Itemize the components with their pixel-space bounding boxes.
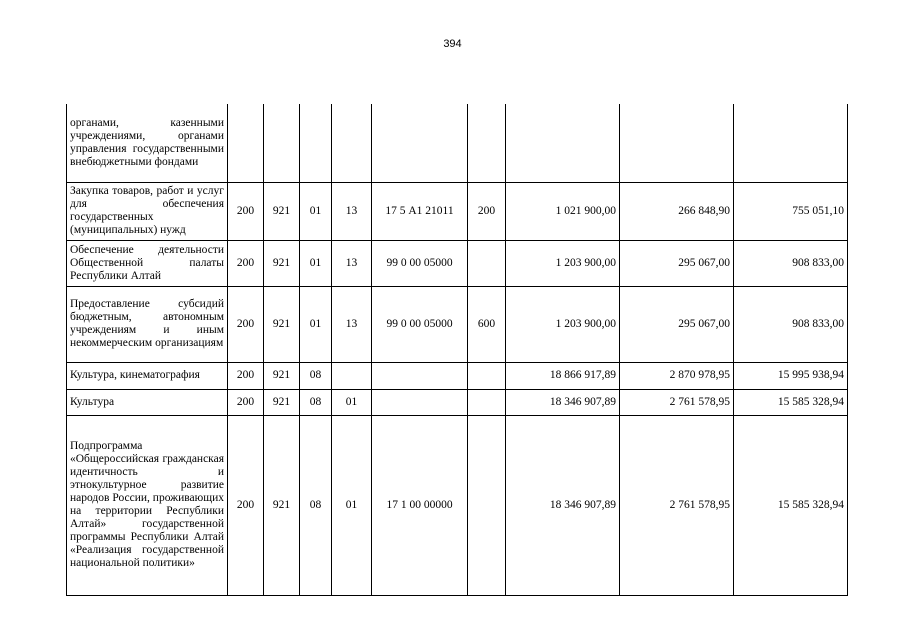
sum1-cell xyxy=(506,104,620,182)
sum1-cell: 1 203 900,00 xyxy=(506,286,620,362)
sum3-cell: 908 833,00 xyxy=(734,286,848,362)
sum2-cell: 266 848,90 xyxy=(620,182,734,240)
vr-cell: 600 xyxy=(468,286,506,362)
csr-cell: 17 5 А1 21011 xyxy=(372,182,468,240)
gr-cell: 200 xyxy=(228,286,264,362)
row-name-cell: Обеспечение деятельности Общественной палаты Республики Алтай xyxy=(67,240,228,286)
pr-cell xyxy=(332,362,372,389)
csr-cell: 99 0 00 05000 xyxy=(372,286,468,362)
rz-cell: 08 xyxy=(300,415,332,595)
sum1-cell: 1 021 900,00 xyxy=(506,182,620,240)
pr-cell: 01 xyxy=(332,415,372,595)
rz-cell: 01 xyxy=(300,240,332,286)
row-name-cell: Закупка товаров, работ и услуг для обеспечения государственных (муниципальных) нужд xyxy=(67,182,228,240)
ved-cell: 921 xyxy=(264,286,300,362)
gr-cell: 200 xyxy=(228,240,264,286)
csr-cell xyxy=(372,362,468,389)
ved-cell: 921 xyxy=(264,182,300,240)
gr-cell: 200 xyxy=(228,362,264,389)
rz-cell: 01 xyxy=(300,286,332,362)
sum1-cell: 18 866 917,89 xyxy=(506,362,620,389)
sum2-cell: 2 761 578,95 xyxy=(620,389,734,415)
vr-cell xyxy=(468,240,506,286)
rz-cell: 08 xyxy=(300,389,332,415)
table-row xyxy=(67,104,848,182)
row-name-cell: Предоставление субсидий бюджетным, автономным учреждениям и иным некоммерческим организациям xyxy=(67,286,228,362)
table-row xyxy=(67,389,848,415)
ved-cell: 921 xyxy=(264,240,300,286)
csr-cell xyxy=(372,389,468,415)
gr-cell: 200 xyxy=(228,415,264,595)
row-name-cell: органами, казенными учреждениями, органами управления государственными внебюджетными фондами xyxy=(67,104,228,182)
gr-cell xyxy=(228,104,264,182)
table-row xyxy=(67,415,848,595)
rz-cell: 01 xyxy=(300,182,332,240)
table-row xyxy=(67,182,848,240)
sum1-cell: 1 203 900,00 xyxy=(506,240,620,286)
vr-cell: 200 xyxy=(468,182,506,240)
gr-cell: 200 xyxy=(228,182,264,240)
sum2-cell: 295 067,00 xyxy=(620,286,734,362)
sum3-cell: 15 995 938,94 xyxy=(734,362,848,389)
table-row xyxy=(67,286,848,362)
page-number: 394 xyxy=(443,38,462,50)
table-row xyxy=(67,240,848,286)
sum2-cell: 2 761 578,95 xyxy=(620,415,734,595)
vr-cell xyxy=(468,104,506,182)
sum1-cell: 18 346 907,89 xyxy=(506,389,620,415)
sum2-cell: 295 067,00 xyxy=(620,240,734,286)
ved-cell xyxy=(264,104,300,182)
gr-cell: 200 xyxy=(228,389,264,415)
vr-cell xyxy=(468,362,506,389)
pr-cell: 13 xyxy=(332,240,372,286)
pr-cell: 01 xyxy=(332,389,372,415)
pr-cell: 13 xyxy=(332,286,372,362)
ved-cell: 921 xyxy=(264,415,300,595)
sum2-cell: 2 870 978,95 xyxy=(620,362,734,389)
rz-cell: 08 xyxy=(300,362,332,389)
table-row xyxy=(67,362,848,389)
sum1-cell: 18 346 907,89 xyxy=(506,415,620,595)
budget-table xyxy=(66,104,848,596)
sum3-cell: 755 051,10 xyxy=(734,182,848,240)
csr-cell xyxy=(372,104,468,182)
ved-cell: 921 xyxy=(264,389,300,415)
pr-cell xyxy=(332,104,372,182)
sum2-cell xyxy=(620,104,734,182)
ved-cell: 921 xyxy=(264,362,300,389)
row-name-cell: Культура, кинематография xyxy=(67,362,228,389)
rz-cell xyxy=(300,104,332,182)
sum3-cell: 15 585 328,94 xyxy=(734,389,848,415)
sum3-cell xyxy=(734,104,848,182)
sum3-cell: 908 833,00 xyxy=(734,240,848,286)
csr-cell: 99 0 00 05000 xyxy=(372,240,468,286)
sum3-cell: 15 585 328,94 xyxy=(734,415,848,595)
row-name-cell: Подпрограмма «Общероссийская гражданская идентичность и этнокультурное развитие народов России, проживающих на территории Республики Алтай» государственной программы Республики Алтай «Реализация государственной национальной политики» xyxy=(67,415,228,595)
row-name-cell: Культура xyxy=(67,389,228,415)
csr-cell: 17 1 00 00000 xyxy=(372,415,468,595)
vr-cell xyxy=(468,389,506,415)
pr-cell: 13 xyxy=(332,182,372,240)
vr-cell xyxy=(468,415,506,595)
